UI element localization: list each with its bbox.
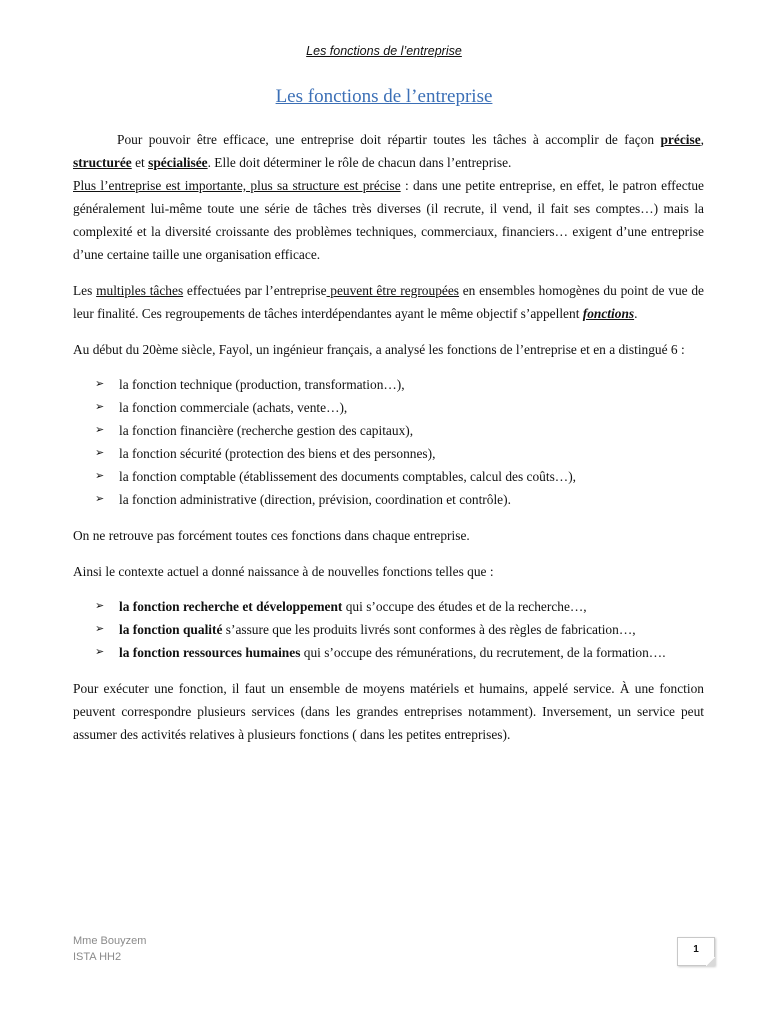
list-item-bold: la fonction recherche et développement: [119, 599, 343, 614]
p3-underlined-regroupees: peuvent être regroupées: [326, 283, 459, 298]
list-item-text: qui s’occupe des études et de la recherche…,: [342, 599, 587, 614]
list-item-text: la fonction administrative (direction, prévision, coordination et contrôle).: [119, 492, 511, 507]
paragraph-intro: [73, 128, 704, 174]
arrow-bullet-icon: ➢: [95, 646, 105, 658]
list-item-text: qui s’occupe des rémunérations, du recrutement, de la formation….: [300, 645, 666, 660]
running-header-text: Les fonctions de l’entreprise: [306, 44, 462, 58]
footer-author: Mme Bouyzem: [73, 935, 147, 947]
p1-bold-specialisee: spécialisée: [148, 155, 208, 170]
paragraph-not-all-functions: On ne retrouve pas forcément toutes ces fonctions dans chaque entreprise.: [73, 528, 470, 543]
p3-bold-fonctions: fonctions: [582, 306, 635, 321]
arrow-bullet-icon: ➢: [95, 447, 105, 459]
list-item: [73, 488, 704, 511]
p1-bold-structuree: structurée: [73, 155, 132, 170]
page-number: 1: [693, 944, 699, 955]
footer-organization: ISTA HH2: [73, 951, 122, 963]
document-body: [73, 128, 704, 746]
list-item-text: la fonction technique (production, transformation…),: [119, 377, 405, 392]
p1-text-a: Pour pouvoir être efficace, une entreprise doit répartir toutes les tâches à accomplir de façon: [117, 132, 661, 147]
p1-text-d: et: [131, 155, 149, 170]
p3-text-b: effectuées par l’entreprise: [183, 283, 327, 298]
list-item-text: la fonction commerciale (achats, vente…),: [119, 400, 348, 415]
footer-author-block: [73, 933, 146, 965]
arrow-bullet-icon: ➢: [95, 378, 105, 390]
list-item-text: la fonction sécurité (protection des biens et des personnes),: [119, 446, 436, 461]
paragraph-fonctions-definition: [73, 279, 704, 325]
arrow-bullet-icon: ➢: [95, 493, 105, 505]
fayol-functions-list: [73, 373, 704, 511]
list-item: [73, 373, 704, 396]
list-item-text: la fonction financière (recherche gestion des capitaux),: [119, 423, 414, 438]
list-item: [73, 465, 704, 488]
arrow-bullet-icon: ➢: [95, 623, 105, 635]
paragraph-new-functions-intro: Ainsi le contexte actuel a donné naissance à de nouvelles fonctions telles que :: [73, 564, 494, 579]
list-item: [73, 396, 704, 419]
p1-bold-precise: précise: [660, 132, 701, 147]
list-item: [73, 595, 704, 618]
list-item: [73, 442, 704, 465]
p3-underlined-taches: multiples tâches: [96, 283, 184, 298]
p3-text-a: Les: [73, 283, 97, 298]
p3-text-c: en ensembles homogènes du point de vue de leur finalité. Ces regroupements de tâches interdépendantes ayant le même objectif s’appellent: [73, 283, 704, 321]
list-item-text: la fonction comptable (établissement des documents comptables, calcul des coûts…),: [119, 469, 577, 484]
arrow-bullet-icon: ➢: [95, 600, 105, 612]
running-header: [0, 44, 768, 58]
arrow-bullet-icon: ➢: [95, 401, 105, 413]
list-item: [73, 419, 704, 442]
page-number-badge: [677, 937, 715, 966]
list-item: [73, 641, 704, 664]
paragraph-size-structure: [73, 174, 704, 266]
p2-text: : dans une petite entreprise, en effet, le patron effectue généralement lui-même toute une série de tâches très diverses (il recrute, il vend, il fait ses comptes…) mais la complexité et la diversité croissante des problèmes techniques, commerciaux, financiers… exigent d’une entreprise d’une certaine taille une organisation efficace.: [73, 178, 704, 262]
p1-text-e: . Elle doit déterminer le rôle de chacun dans l’entreprise.: [207, 155, 512, 170]
list-item: [73, 618, 704, 641]
paragraph-fayol: Au début du 20ème siècle, Fayol, un ingénieur français, a analysé les fonctions de l’entreprise et en a distingué 6 :: [73, 342, 685, 357]
arrow-bullet-icon: ➢: [95, 470, 105, 482]
list-item-bold: la fonction qualité: [119, 622, 223, 637]
list-item-bold: la fonction ressources humaines: [119, 645, 301, 660]
page-title: [0, 86, 768, 108]
page-curl-icon: [706, 957, 715, 966]
p3-text-d: .: [634, 306, 638, 321]
p2-underlined: Plus l’entreprise est importante, plus sa structure est précise: [73, 178, 401, 193]
page-title-text: Les fonctions de l’entreprise: [275, 86, 493, 107]
new-functions-list: [73, 595, 704, 664]
list-item-text: s’assure que les produits livrés sont conformes à des règles de fabrication…,: [222, 622, 636, 637]
paragraph-service: Pour exécuter une fonction, il faut un ensemble de moyens matériels et humains, appelé service. À une fonction peuvent correspondre plusieurs services (dans les grandes entreprises notamment). Inversement, un service peut assumer des activités relatives à plusieurs fonctions ( dans les petites entreprises).: [73, 681, 704, 742]
arrow-bullet-icon: ➢: [95, 424, 105, 436]
p1-text-c: ,: [700, 132, 704, 147]
